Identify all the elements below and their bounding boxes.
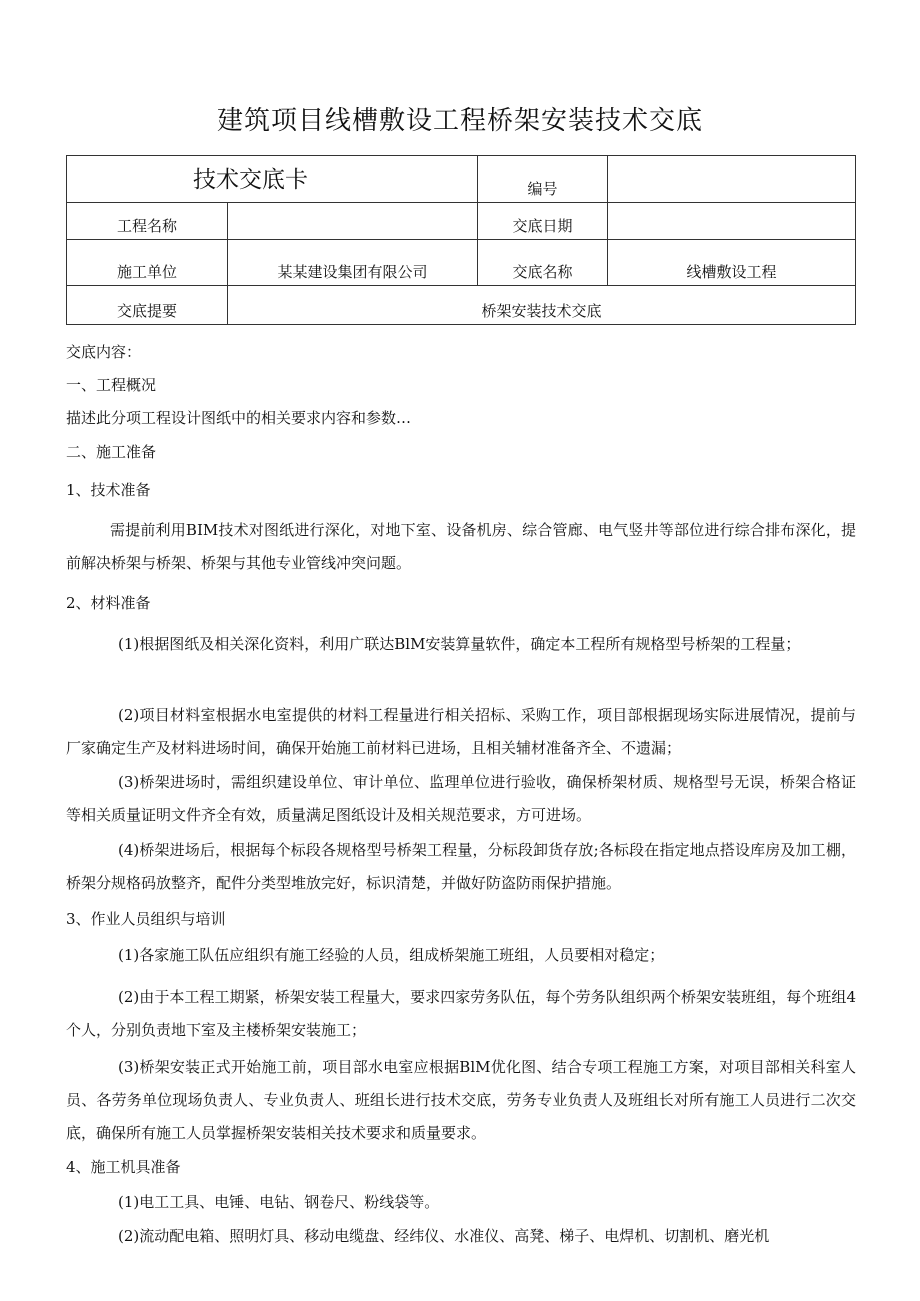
overview-text: 描述此分项工程设计图纸中的相关要求内容和参数… — [66, 409, 412, 427]
worker-item-1: (1)各家施工队伍应组织有施工经验的人员，组成桥架施工班组，人员要相对稳定； — [118, 946, 665, 964]
tech-prep-heading: 1、技术准备 — [66, 481, 151, 499]
date-label: 交底日期 — [478, 203, 608, 240]
disclosure-name-label: 交底名称 — [478, 240, 608, 286]
disclosure-card-table — [66, 155, 856, 325]
date-value — [608, 203, 856, 240]
code-label: 编号 — [478, 156, 608, 203]
project-name-value — [228, 203, 478, 240]
document-title: 建筑项目线槽敷设工程桥架安装技术交底 — [216, 106, 703, 136]
worker-item-2: (2)由于本工程工期紧，桥架安装工程量大，要求四家劳务队伍，每个劳务队组织两个桥架安装班组，每个班组4个人，分别负责地下室及主楼桥架安装施工； — [66, 988, 856, 1039]
worker-training-heading: 3、作业人员组织与培训 — [66, 910, 226, 928]
material-item-3: (3)桥架进场时，需组织建设单位、审计单位、监理单位进行验收，确保桥架材质、规格型号无误，桥架合格证等相关质量证明文件齐全有效，质量满足图纸设计及相关规范要求，方可进场。 — [66, 773, 856, 824]
construction-unit-label: 施工单位 — [67, 240, 228, 286]
section-preparation-heading: 二、施工准备 — [66, 443, 157, 461]
section-overview-heading: 一、工程概况 — [66, 376, 157, 394]
tech-prep-paragraph: 需提前利用BIM技术对图纸进行深化，对地下室、设备机房、综合管廊、电气竖井等部位进行综合排布深化，提前解决桥架与桥架、桥架与其他专业管线冲突问题。 — [66, 521, 856, 572]
summary-label: 交底提要 — [67, 286, 228, 325]
disclosure-name-value: 线槽敷设工程 — [608, 240, 856, 286]
tools-prep-heading: 4、施工机具准备 — [66, 1158, 181, 1176]
project-name-label: 工程名称 — [67, 203, 228, 240]
card-title: 技术交底卡 — [67, 156, 478, 203]
material-item-2: (2)项目材料室根据水电室提供的材料工程量进行相关招标、采购工作，项目部根据现场实际进展情况，提前与厂家确定生产及材料进场时间，确保开始施工前材料已进场，且相关辅材准备齐全、不遗漏； — [66, 706, 856, 757]
construction-unit-value: 某某建设集团有限公司 — [228, 240, 478, 286]
material-prep-heading: 2、材料准备 — [66, 594, 151, 612]
tools-item-2: (2)流动配电箱、照明灯具、移动电缆盘、经纬仪、水准仪、高凳、梯子、电焊机、切割机、磨光机 — [118, 1227, 770, 1245]
material-item-1: (1)根据图纸及相关深化资料，利用广联达BlM安装算量软件，确定本工程所有规格型号桥架的工程量； — [118, 635, 801, 653]
tools-item-1: (1)电工工具、电锤、电钻、钢卷尺、粉线袋等。 — [118, 1193, 440, 1211]
summary-value: 桥架安装技术交底 — [228, 286, 856, 325]
content-heading: 交底内容： — [66, 343, 142, 361]
material-item-4: (4)桥架进场后，根据每个标段各规格型号桥架工程量，分标段卸货存放;各标段在指定地点搭设库房及加工棚，桥架分规格码放整齐，配件分类型堆放完好，标识清楚，并做好防盗防雨保护措施。 — [66, 841, 856, 892]
worker-item-3: (3)桥架安装正式开始施工前，项目部水电室应根据BlM优化图、结合专项工程施工方案，对项目部相关科室人员、各劳务单位现场负责人、专业负责人、班组长进行技术交底，劳务专业负责人及班组长对所有施工人员进行二次交底，确保所有施工人员掌握桥架安装相关技术要求和质量要求。 — [66, 1058, 856, 1142]
code-value — [608, 156, 856, 203]
